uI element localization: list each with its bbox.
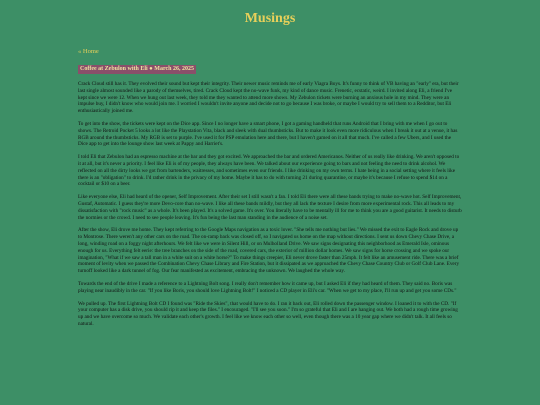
post-header: Coffee at Zebulon with Eli ● March 26, 2025	[80, 66, 195, 72]
post-paragraph: Towards the end of the drive I made a reference to a Lightning Bolt song. I really don't remember how it came up, but I asked Eli if they had heard of them. They said no. Boris was playing near inaudibly in the car. "If you like Boris, you should love Lightning Bolt!" I noticed a CD player in Eli's car. "When we get to my place, I'll run up and get you some CDs."	[78, 280, 457, 294]
post-paragraph: I told Eli that Zebulon had an espresso machine at the bar and they got excited. We approached the bar and ordered Americanos. Neither of us really like drinking. We aren't opposed to it at all, but it's never a priority. I feel like Eli is of my people, they always have been. We talked about our experience going to bars and not feeling the need to drink alcohol. We reflected on all the dirty looks we got from bartenders, waitresses, and sometimes even our friends. I like drinking on my own terms. I hate being in a social setting where it feels like there is an "obligation" to drink. I'd rather drink in the privacy of my home. Maybe it has to do with turning 21 during quarantine, or maybe it's because I refuse to spend $14 on a cocktail or $10 on a beer.	[78, 154, 460, 188]
post-paragraph: We pulled up. The first Lightning Bolt CD I found was "Ride the Skies", that would have to do. I ran it back out, Eli rolled down the passenger window. I loaned it to with the CD. "If your computer has a disk drive, you should rip it and keep the files." I encouraged. "I'll see you soon." I'm so grateful that Eli and I are hanging out. We both had a rough time growing up and we have overcome so much. We validate each other's growth. I feel like we know each other so well, even though there was a 10 year gap where we didn't talk. It all feels so natural.	[78, 300, 458, 327]
site-title: Musings	[244, 11, 296, 26]
post-paragraph: After the show, Eli drove me home. They kept referring to the Google Maps navigation as a toxic lover. "She tells me nothing but lies." We missed the exit to Eagle Rock and drove up to Montrose. There weren't any other cars on the road. The on-ramp back was closed off, so I navigated us home on the map without directions. I sent us down Chevy Chase Drive, a long, winding road on a foggy night afterhours. We felt like we were in Silent Hill, or on Mulholland Drive. We saw signs designating this neighborhood as Emerald Isle, ominous enough for us. Everything felt eerie: the tree branches on the side of the road, covered cars, the exterior of million dollar homes. We saw signs for horse crossing and we spoke our imagination, "What if we saw a tall man in a white suit on a white horse?" To make things creepier, Eli never drove faster than 25mph. It felt like an amusement ride. There was a brief moment of levity when we passed the Combination Chevy Chase Library and Fire Station, but it dissipated as we approached the Chevy Chase Country Club or Golf Club Lane. Every turnoff looked like a dark tunnel of fog. Our fear manifested as excitement, embracing the unknown. We laughed the whole way.	[78, 227, 460, 275]
post-paragraph: Like everyone else, Eli had heard of the opener, Self Improvement. After their set I still wasn't a fan. I told Eli there were all these bands trying to make no-wave hot. Self Improvement, Gustaf, Automatic. I guess they're more Devo-core than no-wave. I like all these bands mildly, but they all lack the texture I desire from more experimental rock. This all leads to my dissatisfaction with "rock music" as a whole. It's been played. It's a solved game. It's over. You literally have to be mentally ill for me to think you are a good guitarist. It needs to disturb the normies or the crowd. I need to see people leaving. It's fun being the last man standing in the audience of a noise set.	[78, 194, 462, 221]
post-content	[78, 48, 462, 328]
home-link[interactable]: « Home	[78, 48, 99, 55]
post-paragraph: To get into the show, the tickets were kept on the Dice app. Since I no longer have a smart phone, I got a gaming handheld that runs Android that I bring with me when I go out to shows. The Retroid Pocket 5 looks a lot like the Playstation Vita, black and sleek with dual thumbsticks. But to make it look even more ridiculous when I break it out at a venue, it has RGB around the thumbsticks. My RGB is set to purple. I've used it for PSP emulation here and there, but I haven't gamed on it all that much. I've called a few Ubers, and I used the Dice app to get into the lounge show last week at Pappy and Harriet's.	[78, 120, 458, 148]
post-paragraph: Crack Cloud still has it. They evolved their sound but kept their integrity. Their newer music reminds me of early Viagra Boys. It's funny to think of VB having an "early" era, but their last single almost sounded like a parody of themselves, tired. Crack Cloud kept the no-wave funk, my kind of dance music. Frenetic, ecstatic, weird. I invited along Eli, a friend I've kept since we were 12. When we hung out last week, they told me they wanted to attend more shows. My Zebulon tickets were burning an anxious hole in my mind. They were an impulse buy, I didn't know who would join me. I worried I wouldn't invite anyone and decide not to go because I was broke, or maybe I would try to sell them to a Redditor, but Eli enthusiastically joined me.	[78, 81, 459, 115]
